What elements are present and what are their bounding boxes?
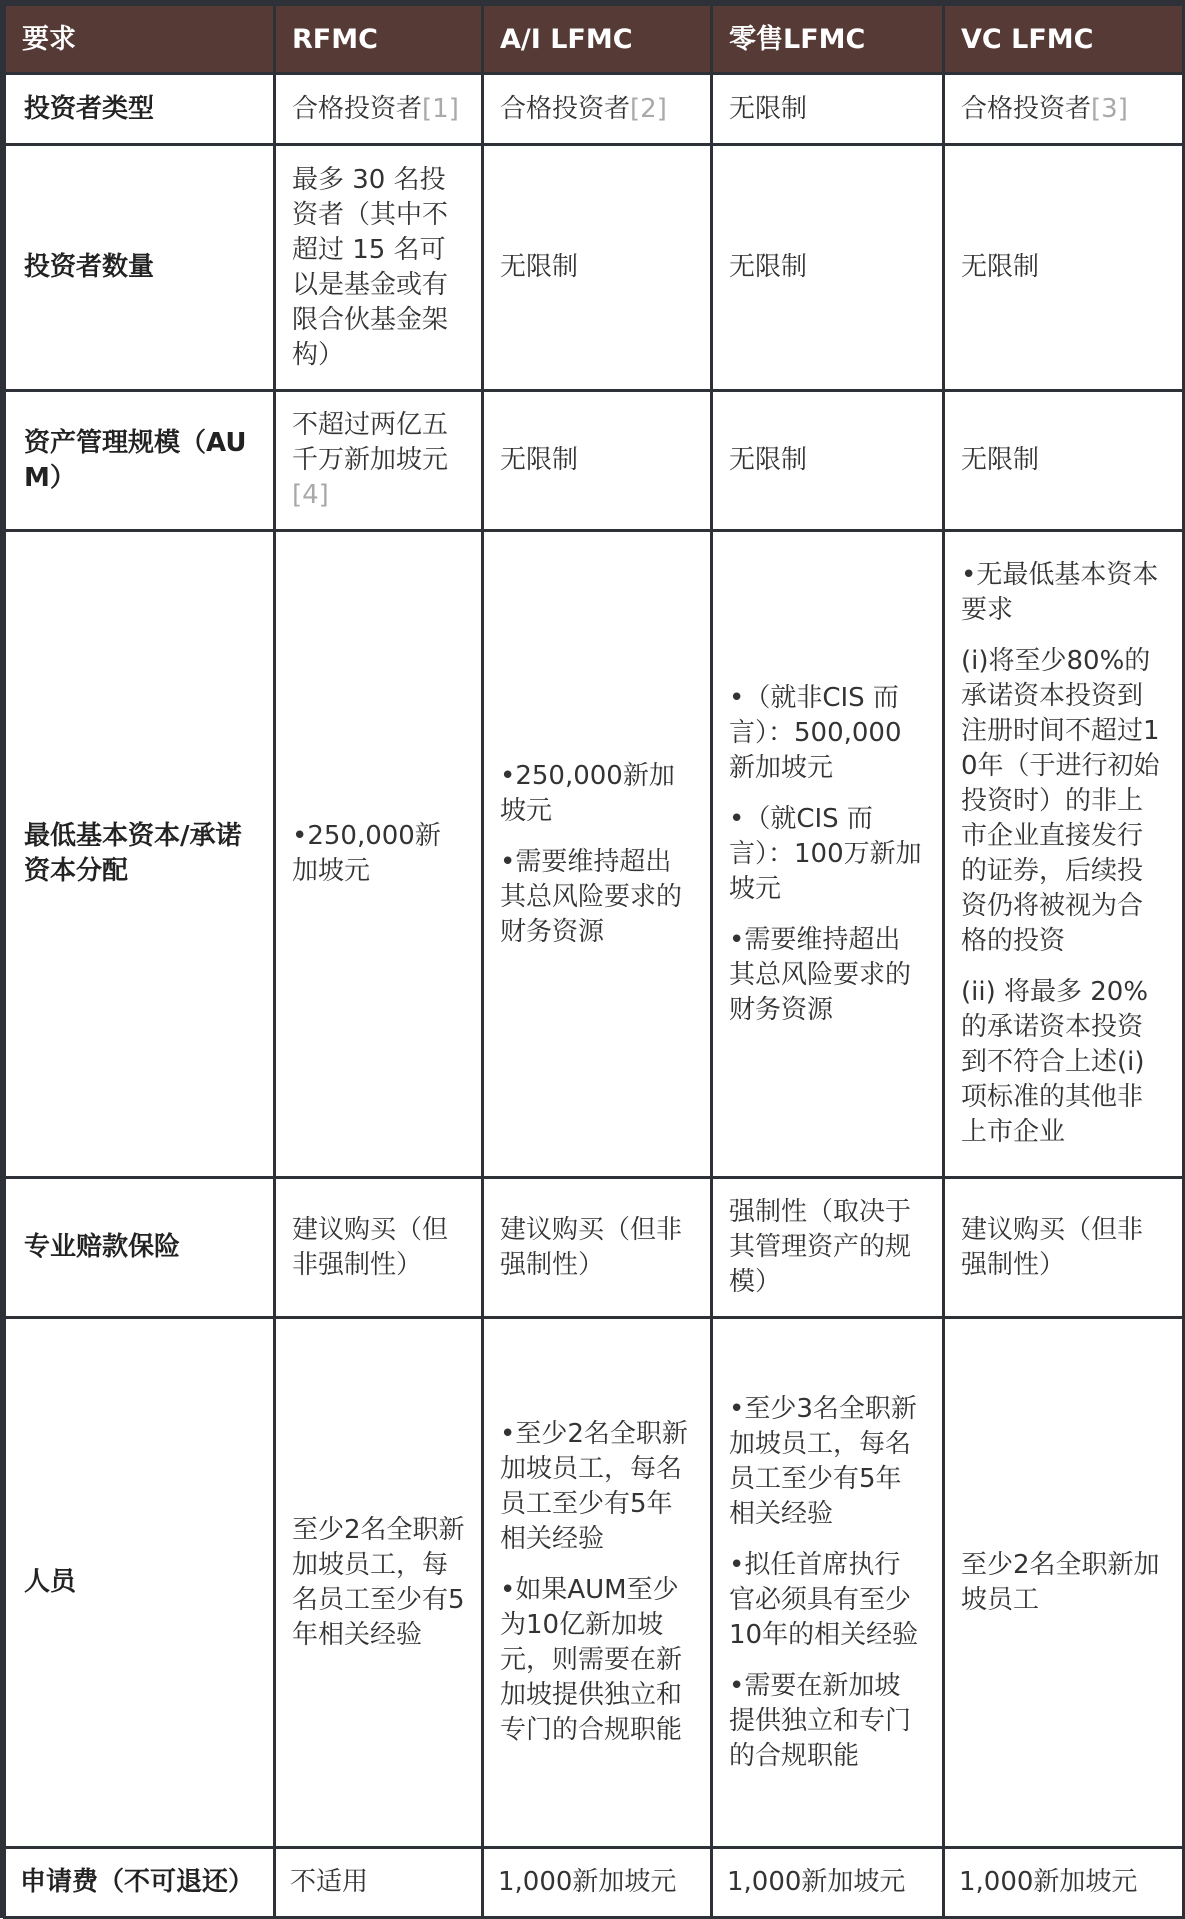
row-label: 资产管理规模（AUM）	[5, 391, 275, 531]
table-row-personnel	[5, 1318, 1184, 1848]
cell-retail-lfmc	[712, 1848, 944, 1918]
cell-text: 无限制	[500, 445, 579, 475]
cell-paragraph: 至少2名全职新加坡员工，每名员工至少有5年相关经验	[292, 1514, 465, 1650]
cell-paragraph: 至少2名全职新加坡员工	[961, 1549, 1160, 1615]
cell-text: 无限制	[500, 252, 579, 282]
cell-rfmc	[275, 74, 483, 145]
cell-text: 1,000新加坡元	[498, 1867, 677, 1897]
cell-text: 无限制	[729, 93, 808, 124]
cell-paragraph: (i)将至少80%的承诺资本投资到注册时间不超过10年（于进行初始投资时）的非上市企业直接发行的证券，后续投资仍将被视为合格的投资	[961, 646, 1160, 956]
cell-retail-lfmc	[712, 74, 944, 145]
cell-text: 1,000新加坡元	[727, 1867, 906, 1897]
cell-vc-lfmc	[944, 391, 1184, 531]
cell-vc-lfmc	[944, 1848, 1184, 1918]
cell-text: 不适用	[290, 1867, 369, 1897]
cell-paragraph: •如果AUM至少为10亿新加坡元，则需要在新加坡提供独立和专门的合规职能	[500, 1575, 683, 1745]
header-requirement: 要求	[5, 5, 275, 74]
cell-ai-lfmc	[483, 74, 712, 145]
footnote-ref-link[interactable]: [2]	[630, 93, 667, 124]
cell-ai-lfmc	[483, 391, 712, 531]
cell-text: 建议购买（但非强制性）	[500, 1214, 683, 1280]
cell-paragraph: •需要维持超出其总风险要求的财务资源	[500, 846, 683, 947]
fund-manager-requirements-table	[3, 3, 1185, 1919]
header-ai-lfmc: A/I LFMC	[483, 5, 712, 74]
cell-text: 合格投资者	[500, 93, 631, 124]
cell-rfmc	[275, 1318, 483, 1848]
header-rfmc: RFMC	[275, 5, 483, 74]
cell-paragraph: •无最低基本资本要求	[961, 560, 1159, 625]
cell-text: 建议购买（但非强制性）	[292, 1214, 449, 1280]
cell-text: 无限制	[729, 252, 808, 282]
cell-text: 强制性（取决于其管理资产的规模）	[729, 1197, 912, 1297]
cell-paragraph: •需要维持超出其总风险要求的财务资源	[729, 924, 912, 1025]
table-row-investor-count	[5, 145, 1184, 391]
cell-text: 1,000新加坡元	[959, 1867, 1138, 1897]
cell-paragraph: •需要在新加坡提供独立和专门的合规职能	[729, 1670, 912, 1771]
cell-paragraph: •至少3名全职新加坡员工，每名员工至少有5年相关经验	[729, 1393, 917, 1529]
cell-retail-lfmc	[712, 531, 944, 1178]
cell-text: 不超过两亿五千万新加坡元	[292, 410, 449, 475]
cell-rfmc	[275, 1848, 483, 1918]
header-retail-lfmc: 零售LFMC	[712, 5, 944, 74]
cell-paragraph: •至少2名全职新加坡员工，每名员工至少有5年相关经验	[500, 1419, 688, 1554]
cell-ai-lfmc	[483, 1178, 712, 1318]
row-label: 专业赔款保险	[5, 1178, 275, 1318]
cell-rfmc	[275, 391, 483, 531]
cell-paragraph: •（就非CIS 而言）：500,000新加坡元	[729, 682, 902, 783]
cell-retail-lfmc	[712, 145, 944, 391]
cell-ai-lfmc	[483, 1848, 712, 1918]
footnote-ref-link[interactable]: [1]	[422, 93, 459, 124]
header-row	[5, 5, 1184, 74]
cell-text: 无限制	[961, 252, 1040, 282]
cell-paragraph: •250,000新加坡元	[292, 821, 441, 886]
cell-retail-lfmc	[712, 391, 944, 531]
cell-text: 合格投资者	[961, 93, 1092, 124]
header-vc-lfmc: VC LFMC	[944, 5, 1184, 74]
table-row-base-capital	[5, 531, 1184, 1178]
cell-retail-lfmc	[712, 1318, 944, 1848]
cell-rfmc	[275, 145, 483, 391]
cell-paragraph: •250,000新加坡元	[500, 760, 675, 826]
cell-text: 无限制	[729, 445, 808, 475]
cell-paragraph: •（就CIS 而言）：100万新加坡元	[729, 803, 922, 904]
cell-text: 建议购买（但非强制性）	[961, 1214, 1144, 1280]
cell-vc-lfmc	[944, 145, 1184, 391]
cell-text: 最多 30 名投资者（其中不超过 15 名可以是基金或有限合伙基金架构）	[292, 164, 449, 370]
table-row-application-fee	[5, 1848, 1184, 1918]
cell-vc-lfmc	[944, 531, 1184, 1178]
table-row-indemnity-insurance	[5, 1178, 1184, 1318]
cell-retail-lfmc	[712, 1178, 944, 1318]
row-label: 投资者数量	[5, 145, 275, 391]
cell-rfmc	[275, 531, 483, 1178]
cell-paragraph: (ii) 将最多 20% 的承诺资本投资到不符合上述(i)项标准的其他非上市企业	[961, 977, 1149, 1147]
table-row-aum	[5, 391, 1184, 531]
cell-ai-lfmc	[483, 1318, 712, 1848]
cell-vc-lfmc	[944, 74, 1184, 145]
cell-vc-lfmc	[944, 1178, 1184, 1318]
table-row-investor-type	[5, 74, 1184, 145]
row-label: 最低基本资本/承诺资本分配	[5, 531, 275, 1178]
cell-text: 无限制	[961, 445, 1040, 475]
cell-rfmc	[275, 1178, 483, 1318]
row-label: 申请费（不可退还）	[5, 1848, 275, 1918]
cell-ai-lfmc	[483, 145, 712, 391]
footnote-ref-link[interactable]: [4]	[292, 480, 329, 510]
cell-ai-lfmc	[483, 531, 712, 1178]
cell-vc-lfmc	[944, 1318, 1184, 1848]
row-label: 人员	[5, 1318, 275, 1848]
cell-text: 合格投资者	[292, 93, 423, 124]
row-label: 投资者类型	[5, 74, 275, 145]
footnote-ref-link[interactable]: [3]	[1091, 93, 1128, 124]
cell-paragraph: •拟任首席执行官必须具有至少10年的相关经验	[729, 1549, 919, 1650]
